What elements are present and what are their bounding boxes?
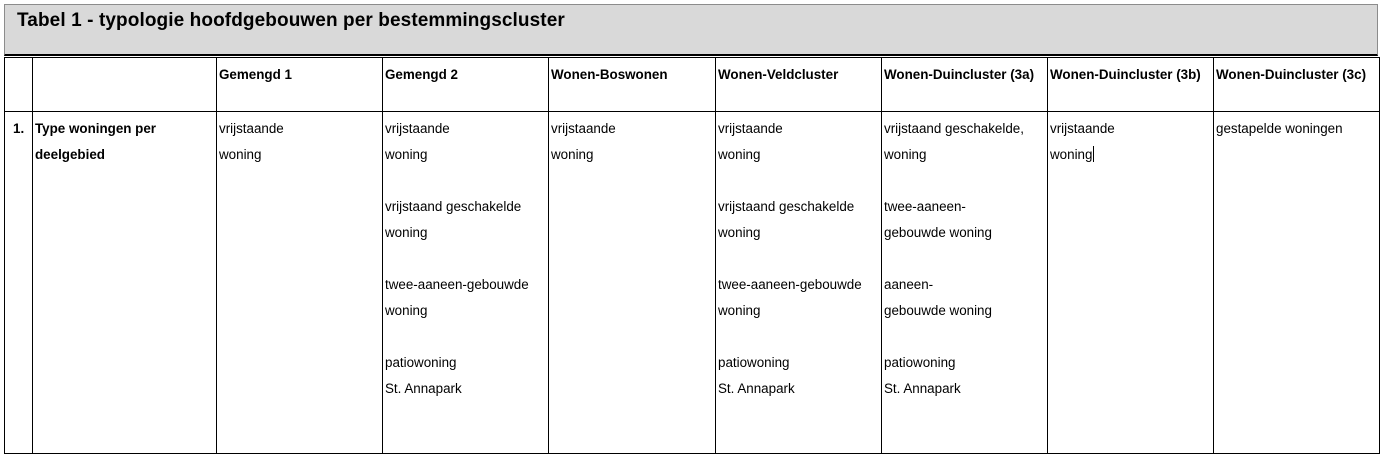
header-cell-gemengd-2 [383, 58, 549, 112]
cell-line: St. Annapark [385, 381, 462, 396]
header-text: Wonen-Duincluster (3a) [884, 67, 1035, 82]
header-cell-wonen-boswonen [549, 58, 716, 112]
header-cell-label [33, 58, 217, 112]
cell-line: twee-aaneen-gebouwde [385, 277, 529, 292]
cell-line [385, 246, 546, 272]
cell-line: vrijstaande [385, 121, 450, 136]
cell-line: woning [385, 225, 428, 240]
cell-line: patiowoning [385, 355, 457, 370]
cell-line: woning [718, 225, 761, 240]
cell-line: gebouwde woning [884, 225, 992, 240]
cell-line: woning [551, 147, 594, 162]
cell-line [884, 168, 1045, 194]
typology-table [4, 57, 1380, 454]
header-cell-wonen-duincluster-3a [882, 58, 1048, 112]
cell-line: St. Annapark [718, 381, 795, 396]
header-cell-gemengd-1 [217, 58, 383, 112]
cell-wonen-duincluster-3b[interactable] [1048, 112, 1214, 454]
cell-line: vrijstaand geschakelde, [884, 121, 1024, 136]
header-cell-wonen-duincluster-3b [1048, 58, 1214, 112]
table-header-row [5, 58, 1380, 112]
table-row [5, 112, 1380, 454]
cell-line [884, 246, 1045, 272]
cell-line: woning [884, 147, 927, 162]
cell-line: woning [1050, 147, 1093, 162]
cell-wonen-veldcluster[interactable] [716, 112, 882, 454]
cell-line-with-caret [1050, 142, 1211, 168]
header-text: Gemengd 2 [385, 67, 458, 82]
cell-line: vrijstaande [551, 121, 616, 136]
header-text: Wonen-Duincluster (3c) [1216, 67, 1367, 82]
cell-line: woning [718, 147, 761, 162]
cell-line: woning [385, 303, 428, 318]
header-text: Wonen-Duincluster (3b) [1050, 67, 1201, 82]
cell-line: gestapelde woningen [1216, 121, 1343, 136]
cell-line [718, 324, 879, 350]
cell-wonen-duincluster-3a[interactable] [882, 112, 1048, 454]
cell-wonen-duincluster-3c[interactable] [1214, 112, 1380, 454]
header-text: Wonen-Veldcluster [718, 67, 839, 82]
cell-line: vrijstaand geschakelde [385, 199, 522, 214]
header-cell-wonen-duincluster-3c [1214, 58, 1380, 112]
cell-wonen-boswonen[interactable] [549, 112, 716, 454]
cell-line: vrijstaande [1050, 121, 1115, 136]
cell-line: vrijstaand geschakelde [718, 199, 855, 214]
cell-line: vrijstaande [718, 121, 783, 136]
row-label[interactable]: Type woningen per deelgebied [33, 112, 217, 454]
cell-line [884, 324, 1045, 350]
cell-gemengd-2[interactable] [383, 112, 549, 454]
table-title: Tabel 1 - typologie hoofdgebouwen per bestemmingscluster [17, 10, 565, 31]
cell-line [718, 246, 879, 272]
cell-line: twee-aaneen-gebouwde [718, 277, 862, 292]
header-text: Gemengd 1 [219, 67, 292, 82]
cell-line: twee-aaneen- [884, 199, 966, 214]
cell-line: vrijstaande [219, 121, 284, 136]
cell-line: woning [219, 147, 262, 162]
cell-line [718, 168, 879, 194]
header-cell-number [5, 58, 33, 112]
row-number[interactable]: 1. [5, 112, 33, 454]
cell-line: woning [385, 147, 428, 162]
cell-line [385, 324, 546, 350]
cell-line: St. Annapark [884, 381, 961, 396]
header-cell-wonen-veldcluster [716, 58, 882, 112]
cell-gemengd-1[interactable] [217, 112, 383, 454]
cell-line [385, 168, 546, 194]
text-cursor [1093, 146, 1094, 162]
cell-line: gebouwde woning [884, 303, 992, 318]
cell-line: woning [718, 303, 761, 318]
cell-line: patiowoning [884, 355, 956, 370]
cell-line: aaneen- [884, 277, 934, 292]
header-text: Wonen-Boswonen [551, 67, 668, 82]
table-title-bar [4, 4, 1378, 56]
cell-line: patiowoning [718, 355, 790, 370]
